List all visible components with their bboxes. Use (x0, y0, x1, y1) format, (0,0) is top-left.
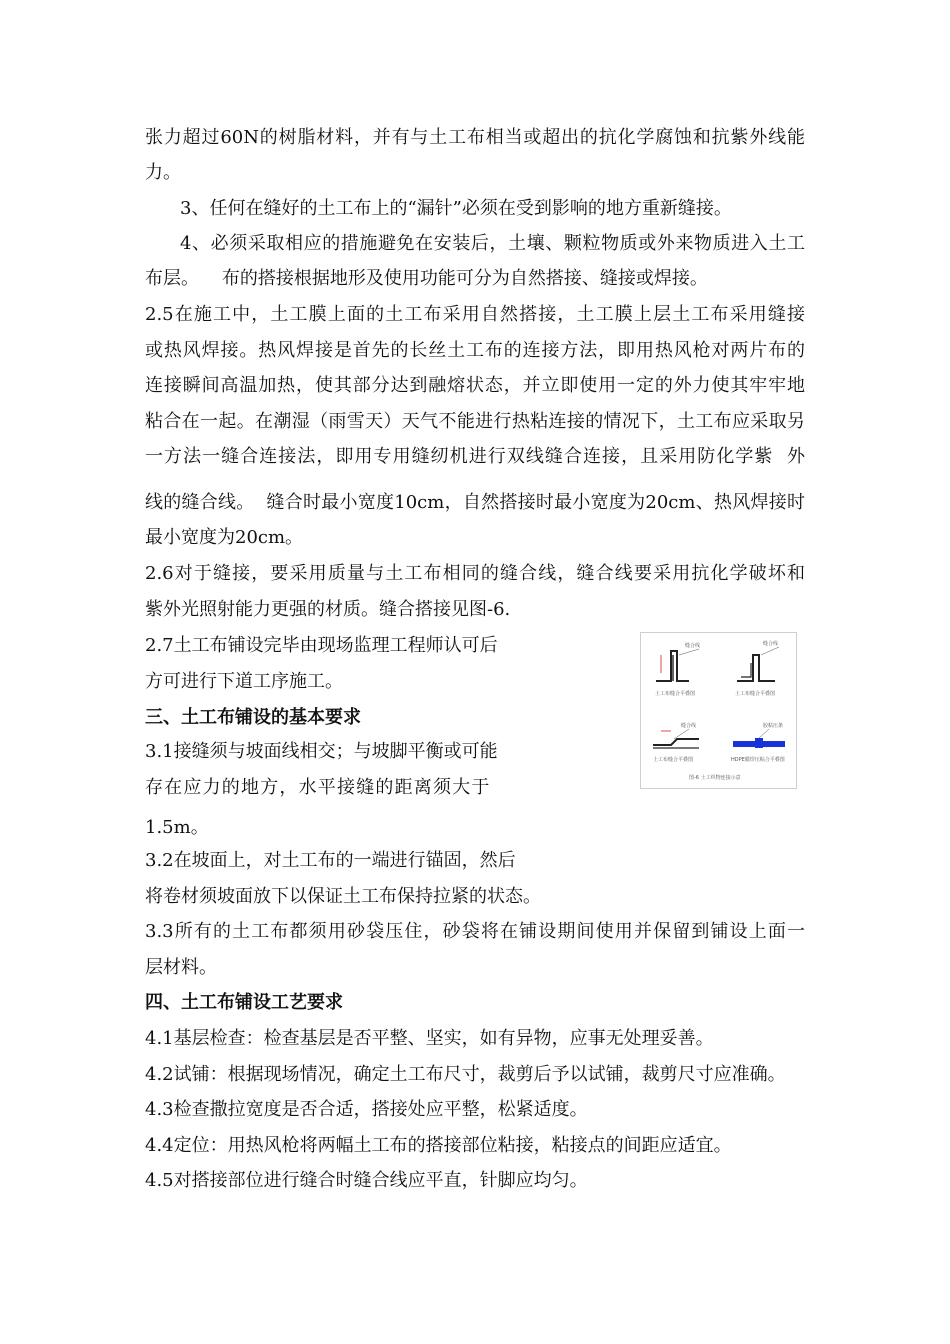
sub-caption: 土工布缝合平叠图 (655, 691, 696, 697)
text-line: 4.4定位：用热风枪将两幅土工布的搭接部位粘接，粘接点的间距应适宜。 (145, 1135, 732, 1156)
text-line: 连接瞬间高温加热，使其部分达到融熔状态，并立即使用一定的外力使其牢牢地 (145, 375, 805, 396)
section-heading: 三、土工布铺设的基本要求 (145, 707, 361, 728)
text-line: 层材料。 (145, 957, 217, 978)
text-line: 将卷材须坡面放下以保证土工布保持拉紧的状态。 (145, 886, 541, 907)
text-line: 4.1基层检查：检查基层是否平整、坚实，如有异物，应事无处理妥善。 (145, 1028, 714, 1049)
diagram-seam-4 (731, 722, 785, 763)
text-line: 3.2在坡面上，对土工布的一端进行锚固，然后 (145, 850, 516, 871)
text-line: 紫外光照射能力更强的材质。缝合搭接见图-6. (145, 599, 511, 620)
text-line: 3.1接缝须与坡面线相交；与坡脚平衡或可能 (145, 741, 498, 762)
sub-caption: HDPE膜焊压粘合平叠图 (731, 757, 785, 763)
text-line: 3.3所有的土工布都须用砂袋压住，砂袋将在铺设期间使用并保留到铺设上面一 (145, 921, 805, 942)
text-line: 或热风焊接。热风焊接是首先的长丝土工布的连接方法，即用热风枪对两片布的 (145, 340, 805, 361)
text-line: 线的缝合线。 缝合时最小宽度10cm，自然搭接时最小宽度为20cm、热风焊接时 (145, 492, 805, 513)
text-line: 张力超过60N的树脂材料，并有与土工布相当或超出的抗化学腐蚀和抗紫外线能 (145, 127, 805, 148)
text-line: 粘合在一起。在潮湿（雨雪天）天气不能进行热粘连接的情况下，土工布应采取另 (145, 411, 805, 432)
sub-caption: 土工布缝合平叠图 (735, 691, 776, 697)
text-line: 2.5在施工中，土工膜上面的土工布采用自然搭接，土工膜上层土工布采用缝接 (145, 304, 805, 325)
text-line: 2.7土工布铺设完毕由现场监理工程师认可后 (145, 635, 498, 656)
figure-caption: 图-6 土工织物连接示意 (689, 775, 741, 781)
diagram-seam-1 (655, 642, 700, 697)
text-line: 4、必须采取相应的措施避免在安装后，土壤、颗粒物质或外来物质进入土工 (180, 233, 805, 254)
text-line: 4.2试铺：根据现场情况，确定土工布尺寸，裁剪后予以试铺，裁剪尺寸应准确。 (145, 1064, 786, 1085)
seam-label: 胶粘压条 (763, 723, 784, 729)
sub-caption: 土工布缝合平叠图 (653, 757, 694, 763)
text-line: 方可进行下道工序施工。 (145, 671, 343, 692)
text-line: 4.5对搭接部位进行缝合时缝合线应平直，针脚应均匀。 (145, 1170, 588, 1191)
text-line: 力。 (145, 162, 181, 183)
text-line: 最小宽度为20cm。 (145, 527, 304, 548)
text-line: 3、任何在缝好的土工布上的“漏针”必须在受到影响的地方重新缝接。 (180, 198, 732, 219)
seam-label: 缝合线 (685, 643, 701, 649)
diagram-seam-2 (735, 640, 779, 697)
text-line: 布层。 布的搭接根据地形及使用功能可分为自然搭接、缝接或焊接。 (145, 268, 708, 289)
text-line: 存在应力的地方，水平接缝的距离须大于 (145, 777, 491, 798)
diagram-seam-3 (653, 722, 699, 763)
text-line: 2.6对于缝接，要采用质量与土工布相同的缝合线，缝合线要采用抗化学破坏和 (145, 563, 805, 584)
seam-label: 缝合线 (763, 641, 779, 647)
text-line: 4.3检查撒拉宽度是否合适，搭接处应平整，松紧适度。 (145, 1099, 588, 1120)
seam-label: 缝合线 (681, 723, 697, 729)
seam-diagram-figure (640, 632, 797, 789)
text-line: 1.5m。 (145, 817, 209, 838)
section-heading: 四、土工布铺设工艺要求 (145, 992, 343, 1013)
text-line: 一方法一缝合连接法，即用专用缝纫机进行双线缝合连接，且采用防化学紫 外 (145, 446, 805, 467)
